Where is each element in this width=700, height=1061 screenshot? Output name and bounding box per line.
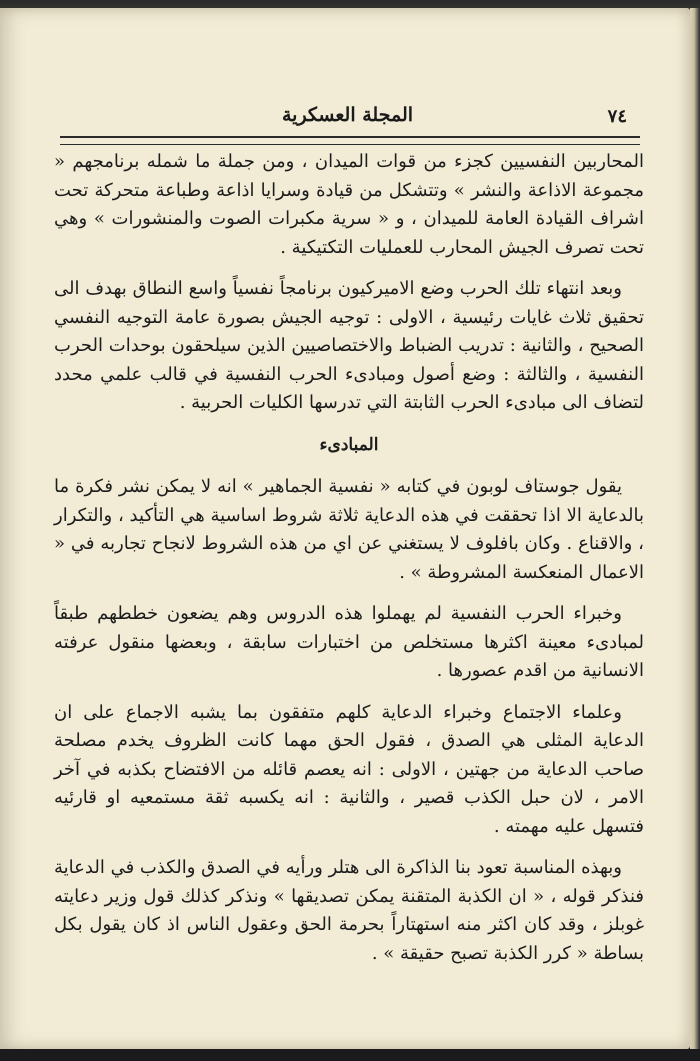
journal-title: المجلة العسكرية [281, 104, 414, 126]
paragraph-2: وبعد انتهاء تلك الحرب وضع الاميركيون برنامجاً نفسياً واسع النطاق بهدف الى تحقيق ثلاث غايات رئيسية ، الاولى : توجيه الجيش بصورة عامة التوجيه النفسي الصحيح ، والثانية : تدريب الضباط والاختصاصيين الذين سيلحقون بوحدات الحرب النفسية ، والثالثة : وضع أصول ومبادىء الحرب النفسية في قالب علمي محدد لتضاف الى مبادىء الحرب الثابتة التي تدرسها الكليات الحربية . [54, 278, 644, 413]
paragraph-6: وبهذه المناسبة تعود بنا الذاكرة الى هتلر ورأيه في الصدق والكذب في الدعاية فنذكر قوله ، « ان الكذبة المتقنة يمكن تصديقها » ونذكر كذلك قول وزير دعايته غوبلز ، وقد كان اكثر منه استهتاراً بحرمة الحق وعقول الناس اذ كان يقول بكل بساطة « كرر الكذبة تصبح حقيقة » . [54, 857, 644, 964]
paragraph-5: وعلماء الاجتماع وخبراء الدعاية كلهم متفقون بما يشبه الاجماع على ان الدعاية المثلى هي الصدق ، فقول الحق مهما كانت الظروف يخدم مصلحة صاحب الدعاية من جهتين ، الاولى : انه يعصم قائله من الافتضاح بكذبه في آخر الامر ، لان حبل الكذب قصير ، والثانية : انه يكسبه ثقة مستمعيه او قارئيه فتسهل عليه مهمته . [54, 701, 644, 837]
section-heading: المبادىء [319, 434, 379, 455]
running-header [60, 100, 635, 134]
article-body [54, 148, 644, 981]
page-edge-shadow [690, 8, 700, 1049]
paragraph-1: المحاربين النفسيين كجزء من قوات الميدان ، ومن جملة ما شمله برنامجهم « مجموعة الاذاعة والنشر » وتتشكل من قيادة وسرايا اذاعة وطباعة متحركة تحت اشراف القيادة العامة للميدان ، و « سرية مكبرات الصوت والمنشورات » وهي تحت تصرف الجيش المحارب للعمليات التكتيكية . [54, 151, 644, 258]
paragraph-3: يقول جوستاف لوبون في كتابه « نفسية الجماهير » انه لا يمكن نشر فكرة ما بالدعاية الا اذا تحققت في هذه الدعاية ثلاثة شروط اساسية هي التأكيد ، والتكرار ، والاقناع . وكان بافلوف لا يستغني عن اي من هذه الشروط لانجاح تجاربه في « الاعمال المنعكسة المشروطة » . [54, 476, 644, 583]
header-rule [60, 136, 640, 145]
page-number: ٧٤ [607, 106, 627, 127]
paragraph-4: وخبراء الحرب النفسية لم يهملوا هذه الدروس وهم يضعون خططهم طبقاً لمبادىء معينة اكثرها مستخلص من اختبارات سابقة ، وبعضها منقول عرفته الانسانية من اقدم عصورها . [54, 603, 644, 681]
